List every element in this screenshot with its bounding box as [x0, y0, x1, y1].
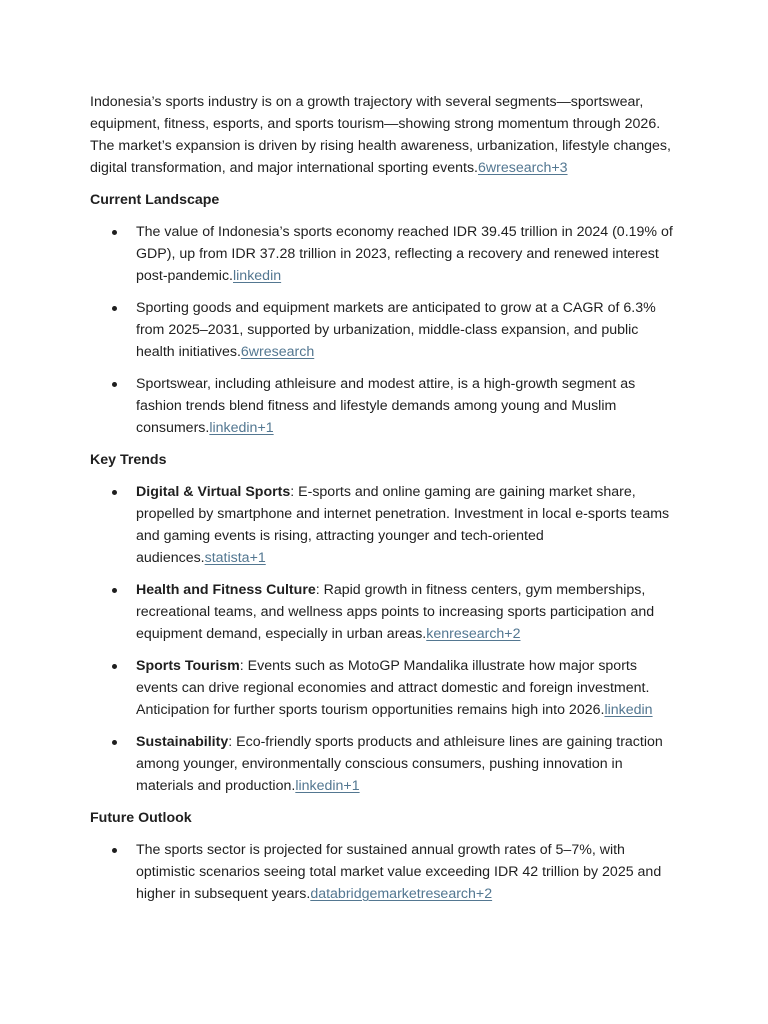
key-trends-list: [90, 481, 676, 797]
list-item-text: : E-sports and online gaming are gaining market share, propelled by smartphone and internet penetration. Investment in local e-sports teams and gaming events is rising, attracting younger and tech-oriented audiences.: [136, 484, 670, 566]
bullet-icon: [112, 490, 117, 495]
list-item: [90, 297, 676, 363]
list-item-text: : Rapid growth in fitness centers, gym memberships, recreational teams, and wellness apps points to increasing sports participation and equipment demand, especially in urban areas.: [136, 582, 655, 642]
citation-link[interactable]: linkedin+1: [209, 420, 274, 436]
bullet-icon: [112, 740, 117, 745]
citation-link[interactable]: linkedin+1: [295, 778, 360, 794]
list-item-text: The value of Indonesia’s sports economy reached IDR 39.45 trillion in 2024 (0.19% of GDP), up from IDR 37.28 trillion in 2023, reflecting a recovery and renewed interest post-pandemic.: [136, 224, 673, 284]
intro-text: Indonesia’s sports industry is on a growth trajectory with several segments—sportswear, equipment, fitness, esports, and sports tourism—showing strong momentum through 2026. The market’s expansion is driven by rising health awareness, urbanization, lifestyle changes, digital transformation, and major international sporting events.: [90, 94, 671, 176]
citation-link[interactable]: kenresearch+2: [426, 626, 521, 642]
citation-link[interactable]: linkedin: [233, 268, 282, 284]
future-outlook-heading: Future Outlook: [90, 810, 192, 826]
list-item-lead: Digital & Virtual Sports: [136, 484, 291, 500]
list-item-text: Sporting goods and equipment markets are anticipated to grow at a CAGR of 6.3% from 2025–2031, supported by urbanization, middle-class expansion, and public health initiatives.: [136, 300, 656, 360]
bullet-icon: [112, 664, 117, 669]
bullet-icon: [112, 382, 117, 387]
list-item: [90, 839, 676, 905]
current-landscape-heading: Current Landscape: [90, 192, 220, 208]
bullet-icon: [112, 230, 117, 235]
list-item-text: : Eco-friendly sports products and athleisure lines are gaining traction among younger, environmentally conscious consumers, pushing innovation in materials and production.: [136, 734, 663, 794]
intro-citation-link[interactable]: 6wresearch+3: [478, 160, 568, 176]
list-item-lead: Sustainability: [136, 734, 229, 750]
bullet-icon: [112, 588, 117, 593]
list-item: [90, 655, 676, 721]
list-item: [90, 221, 676, 287]
intro-paragraph: [90, 91, 676, 179]
list-item: [90, 373, 676, 439]
list-item: [90, 579, 676, 645]
citation-link[interactable]: databridgemarketresearch+2: [310, 886, 493, 902]
future-outlook-list: [90, 839, 676, 905]
list-item-text: Sportswear, including athleisure and modest attire, is a high-growth segment as fashion trends blend fitness and lifestyle demands among young and Muslim consumers.: [136, 376, 636, 436]
list-item-text: The sports sector is projected for sustained annual growth rates of 5–7%, with optimistic scenarios seeing total market value exceeding IDR 42 trillion by 2025 and higher in subsequent years.: [136, 842, 662, 902]
bullet-icon: [112, 306, 117, 311]
current-landscape-list: [90, 221, 676, 439]
citation-link[interactable]: 6wresearch: [240, 344, 315, 360]
list-item: [90, 481, 676, 569]
list-item: [90, 731, 676, 797]
list-item-text: : Events such as MotoGP Mandalika illustrate how major sports events can drive regional economies and attract domestic and foreign investment. Anticipation for further sports tourism opportunities remains high into 2026.: [136, 658, 650, 718]
list-item-lead: Health and Fitness Culture: [136, 582, 316, 598]
bullet-icon: [112, 848, 117, 853]
key-trends-heading: Key Trends: [90, 452, 167, 468]
list-item-lead: Sports Tourism: [136, 658, 240, 674]
citation-link[interactable]: linkedin: [604, 702, 653, 718]
citation-link[interactable]: statista+1: [204, 550, 266, 566]
